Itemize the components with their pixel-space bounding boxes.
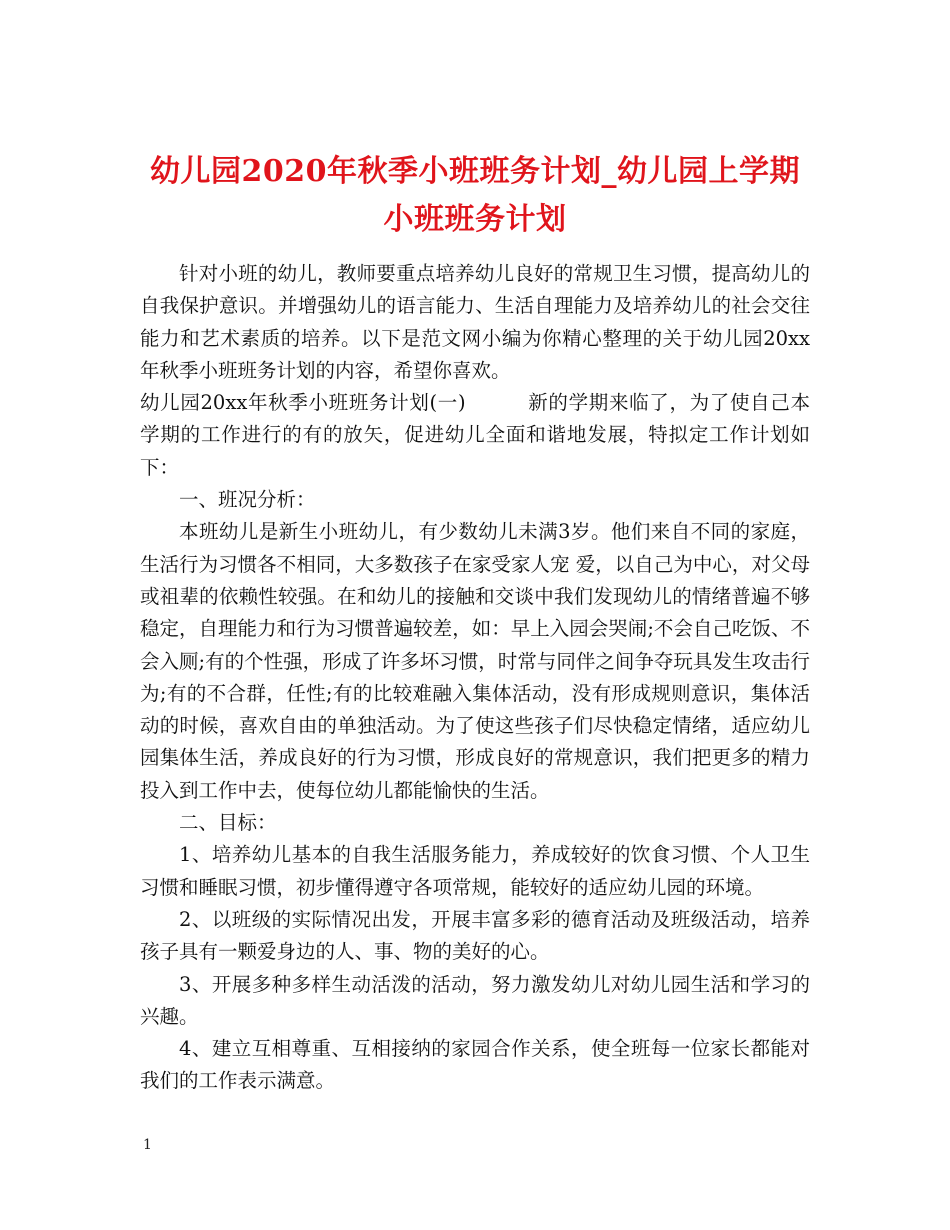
goal-item: 4、建立互相尊重、互相接纳的家园合作关系，使全班每一位家长都能对我们的工作表示满意。 (140, 1037, 810, 1093)
plan-opening: 新的学期来临了，为了使自己本学期的工作进行的有的放矢，促进幼儿全面和谐地发展，特拟定工作计划如下： (140, 391, 810, 479)
goal-item: 1、培养幼儿基本的自我生活服务能力，养成较好的饮食习惯、个人卫生习惯和睡眠习惯，初步懂得遵守各项常规，能较好的适应幼儿园的环境。 (140, 843, 810, 899)
plan-heading: 幼儿园20xx年秋季小班班务计划(一) (140, 391, 466, 415)
class-analysis-paragraph: 本班幼儿是新生小班幼儿，有少数幼儿未满3岁。他们来自不同的家庭，生活行为习惯各不相同，大多数孩子在家受家人宠 爱，以自己为中心，对父母或祖辈的依赖性较强。在和幼儿的接触和交谈中我们发现幼儿的情绪普遍不够稳定，自理能力和行为习惯普遍较差，如：早上入园会哭闹;不会自己吃饭、不会入厕;有的个性强，形成了许多坏习惯，时常与同伴之间争夺玩具发生攻击行为;有的不合群，任性;有的比较难融入集体活动，没有形成规则意识，集体活动的时候，喜欢自由的单独活动。为了使这些孩子们尽快稳定情绪，适应幼儿园集体生活，养成良好的行为习惯，形成良好的常规意识，我们把更多的精力投入到工作中去，使每位幼儿都能愉快的生活。 (140, 520, 810, 802)
document-title: 幼儿园2020年秋季小班班务计划_幼儿园上学期小班班务计划 (150, 154, 800, 238)
page-number: 1 (143, 1137, 152, 1153)
section-heading-goals: 二、目标： (179, 811, 277, 835)
section-heading-class-analysis: 一、班况分析： (179, 488, 316, 512)
goal-item: 2、以班级的实际情况出发，开展丰富多彩的德育活动及班级活动，培养孩子具有一颗爱身边的人、事、物的美好的心。 (140, 907, 810, 964)
document-body (140, 258, 810, 1098)
goal-item: 3、开展多种多样生动活泼的活动，努力激发幼儿对幼儿园生活和学习的兴趣。 (140, 972, 810, 1028)
plan-paragraph (140, 387, 810, 484)
intro-paragraph: 针对小班的幼儿，教师要重点培养幼儿良好的常规卫生习惯，提高幼儿的自我保护意识。并增强幼儿的语言能力、生活自理能力及培养幼儿的社会交往能力和艺术素质的培养。以下是范文网小编为你精心整理的关于幼儿园20xx年秋季小班班务计划的内容，希望你喜欢。 (140, 262, 810, 382)
